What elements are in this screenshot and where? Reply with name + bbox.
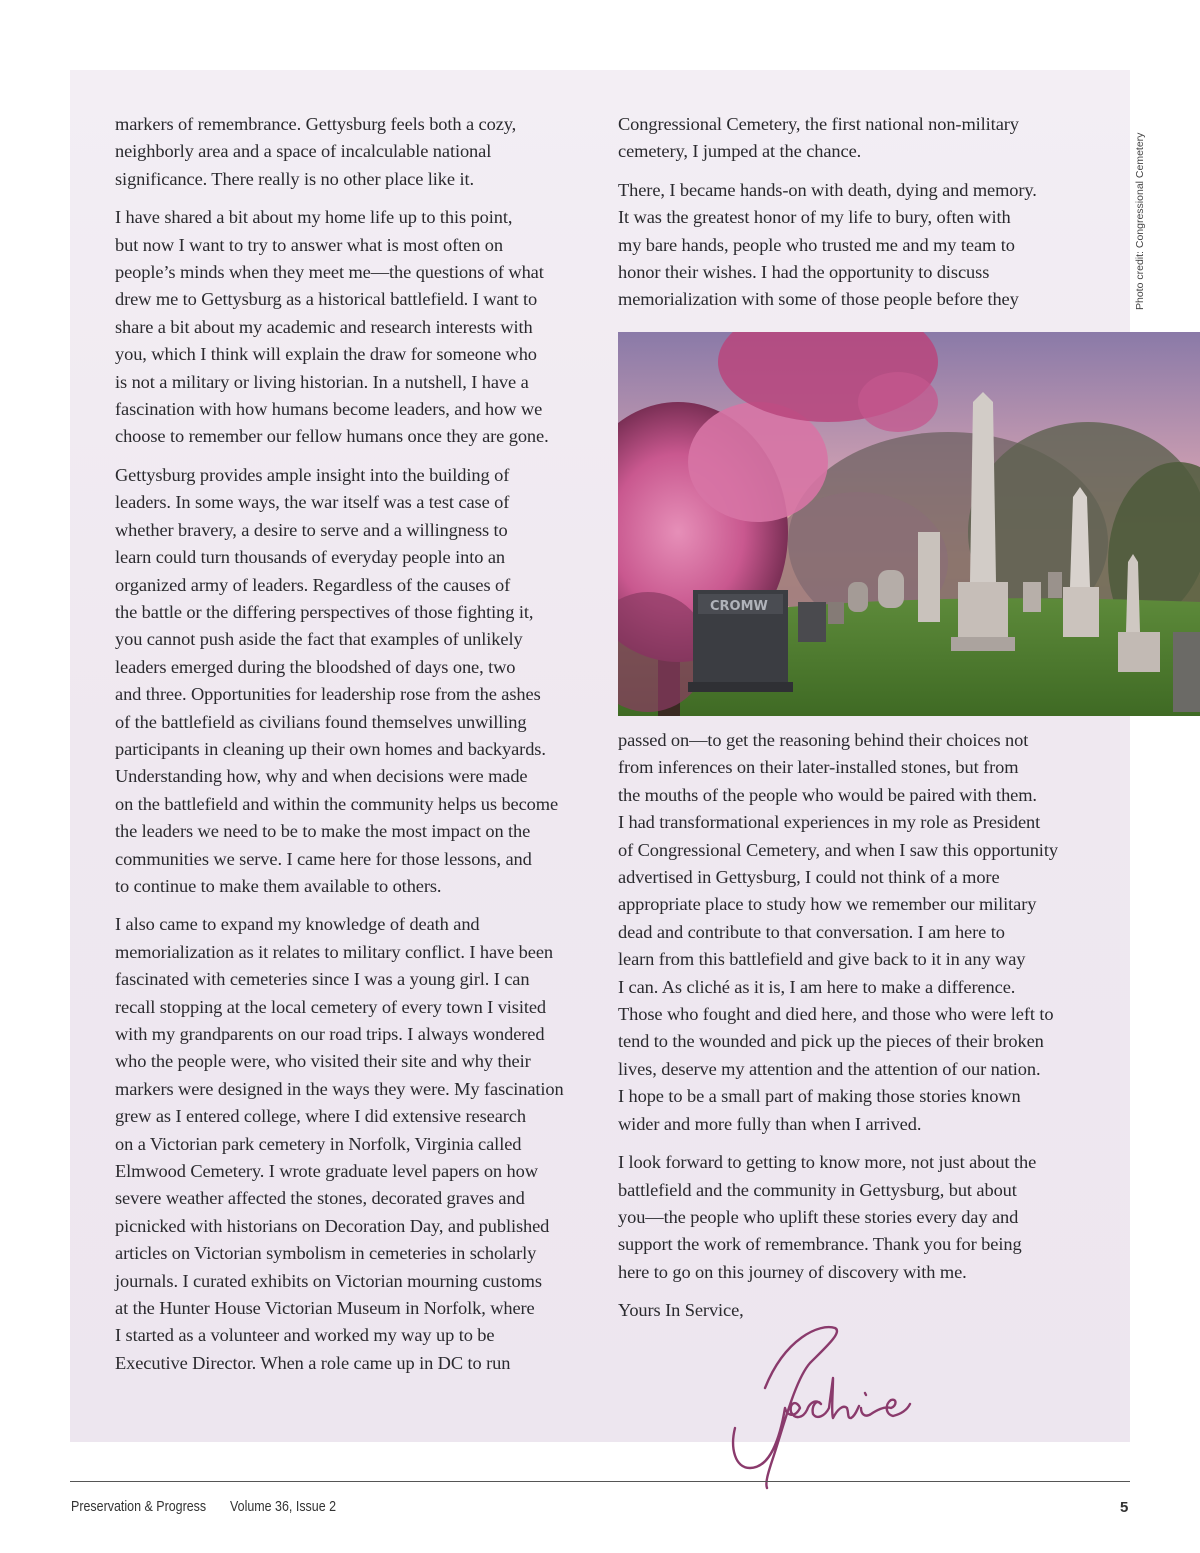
text-line: Gettysburg provides ample insight into the building of: [115, 464, 510, 485]
text-line: picnicked with historians on Decoration Day, and published: [115, 1215, 550, 1236]
text-line: fascinated with cemeteries since I was a young girl. I can: [115, 969, 530, 990]
paragraph: [618, 727, 1088, 1138]
text-line: There, I became hands-on with death, dying and memory.: [618, 179, 1037, 200]
text-line: is not a military or living historian. In a nutshell, I have a: [115, 371, 529, 392]
text-line: Those who fought and died here, and those who were left to: [618, 1004, 1054, 1025]
text-line: choose to remember our fellow humans once they are gone.: [115, 426, 549, 447]
text-line: tend to the wounded and pick up the pieces of their broken: [618, 1031, 1044, 1052]
text-line: learn could turn thousands of everyday people into an: [115, 547, 505, 568]
headstone-inscription: CROMW: [710, 599, 768, 614]
footer-rule: [70, 1481, 1130, 1482]
text-line: people’s minds when they meet me—the questions of what: [115, 262, 544, 283]
article-column-right-bottom: [618, 727, 1088, 1336]
text-line: Executive Director. When a role came up in DC to run: [115, 1352, 511, 1373]
text-line: leaders emerged during the bloodshed of days one, two: [115, 656, 516, 677]
paragraph: [618, 177, 1088, 314]
text-line: neighborly area and a space of incalculable national: [115, 141, 492, 162]
text-line: articles on Victorian symbolism in cemeteries in scholarly: [115, 1243, 537, 1264]
text-line: but now I want to try to answer what is most often on: [115, 234, 503, 255]
text-line: I started as a volunteer and worked my way up to be: [115, 1325, 495, 1346]
text-line: of the battlefield as civilians found themselves unwilling: [115, 711, 527, 732]
text-line: journals. I curated exhibits on Victorian mourning customs: [115, 1270, 542, 1291]
text-line: you—the people who uplift these stories every day and: [618, 1206, 1019, 1227]
text-line: whether bravery, a desire to serve and a willingness to: [115, 519, 508, 540]
paragraph: [115, 462, 590, 901]
text-line: It was the greatest honor of my life to bury, often with: [618, 207, 1011, 228]
text-line: memorialization as it relates to military conflict. I have been: [115, 941, 553, 962]
text-line: on the battlefield and within the community helps us become: [115, 793, 559, 814]
text-line: the battle or the differing perspectives of those fighting it,: [115, 601, 534, 622]
text-line: here to go on this journey of discovery with me.: [618, 1261, 967, 1282]
text-line: I can. As cliché as it is, I am here to make a difference.: [618, 976, 1016, 997]
paragraph: [115, 204, 590, 451]
cemetery-photo-art: [618, 332, 1200, 716]
text-line: I also came to expand my knowledge of death and: [115, 914, 480, 935]
text-line: Yours In Service,: [618, 1300, 744, 1321]
text-line: recall stopping at the local cemetery of every town I visited: [115, 996, 547, 1017]
text-line: at the Hunter House Victorian Museum in Norfolk, where: [115, 1298, 535, 1319]
text-line: leaders. In some ways, the war itself was a test case of: [115, 492, 510, 513]
text-line: passed on—to get the reasoning behind their choices not: [618, 730, 1029, 750]
text-line: markers of remembrance. Gettysburg feels both a cozy,: [115, 114, 517, 134]
text-line: appropriate place to study how we remember our military: [618, 894, 1037, 915]
text-line: Understanding how, why and when decisions were made: [115, 766, 528, 787]
text-line: cemetery, I jumped at the chance.: [618, 141, 862, 162]
text-line: I hope to be a small part of making those stories known: [618, 1086, 1021, 1107]
text-line: wider and more fully than when I arrived.: [618, 1113, 922, 1134]
text-line: I have shared a bit about my home life up to this point,: [115, 207, 513, 228]
text-line: Elmwood Cemetery. I wrote graduate level papers on how: [115, 1161, 538, 1182]
text-line: I had transformational experiences in my role as President: [618, 812, 1041, 833]
text-line: dead and contribute to that conversation. I am here to: [618, 921, 1005, 942]
text-line: participants in cleaning up their own homes and backyards.: [115, 738, 546, 759]
text-line: from inferences on their later-installed stones, but from: [618, 757, 1019, 778]
text-line: on a Victorian park cemetery in Norfolk, Virginia called: [115, 1133, 522, 1154]
text-line: I look forward to getting to know more, not just about the: [618, 1152, 1037, 1173]
text-line: fascination with how humans become leaders, and how we: [115, 399, 543, 420]
text-line: share a bit about my academic and research interests with: [115, 316, 533, 337]
footer-volume: Volume 36, Issue 2: [230, 1499, 337, 1515]
text-line: to continue to make them available to others.: [115, 875, 442, 896]
text-line: grew as I entered college, where I did extensive research: [115, 1106, 526, 1127]
cemetery-photo: [618, 332, 1200, 716]
text-line: who the people were, who visited their site and why their: [115, 1051, 531, 1072]
text-line: honor their wishes. I had the opportunity to discuss: [618, 262, 990, 283]
text-line: battlefield and the community in Gettysburg, but about: [618, 1179, 1017, 1200]
text-line: Congressional Cemetery, the first national non-military: [618, 114, 1019, 134]
paragraph: [618, 111, 1088, 166]
text-line: markers were designed in the ways they were. My fascination: [115, 1078, 564, 1099]
paragraph: [115, 911, 590, 1377]
text-line: and three. Opportunities for leadership rose from the ashes: [115, 684, 541, 705]
text-line: of Congressional Cemetery, and when I saw this opportunity: [618, 839, 1058, 860]
handwritten-signature: [725, 1318, 915, 1493]
text-line: you, which I think will explain the draw for someone who: [115, 344, 537, 365]
article-column-right-top: [618, 111, 1088, 325]
text-line: you cannot push aside the fact that examples of unlikely: [115, 629, 523, 650]
text-line: significance. There really is no other place like it.: [115, 168, 474, 189]
paragraph: [618, 1149, 1088, 1286]
paragraph: [115, 111, 590, 193]
text-line: communities we serve. I came here for those lessons, and: [115, 848, 532, 869]
text-line: lives, deserve my attention and the attention of our nation.: [618, 1058, 1041, 1079]
text-line: with my grandparents on our road trips. I always wondered: [115, 1024, 545, 1044]
article-column-left: [115, 111, 590, 1388]
text-line: drew me to Gettysburg as a historical battlefield. I want to: [115, 289, 538, 310]
text-line: support the work of remembrance. Thank you for being: [618, 1234, 1022, 1255]
text-line: the mouths of the people who would be paired with them.: [618, 784, 1037, 805]
text-line: my bare hands, people who trusted me and my team to: [618, 234, 1015, 255]
photo-credit: Photo credit: Congressional Cemetery: [1134, 132, 1146, 310]
page-number: 5: [1120, 1499, 1129, 1516]
text-line: learn from this battlefield and give back to it in any way: [618, 949, 1026, 970]
text-line: advertised in Gettysburg, I could not think of a more: [618, 867, 1000, 888]
text-line: the leaders we need to be to make the most impact on the: [115, 821, 531, 842]
text-line: severe weather affected the stones, decorated graves and: [115, 1188, 525, 1209]
text-line: organized army of leaders. Regardless of the causes of: [115, 574, 511, 595]
text-line: memorialization with some of those people before they: [618, 289, 1019, 310]
signature: [725, 1318, 915, 1493]
footer-publication: Preservation & Progress: [71, 1499, 207, 1515]
